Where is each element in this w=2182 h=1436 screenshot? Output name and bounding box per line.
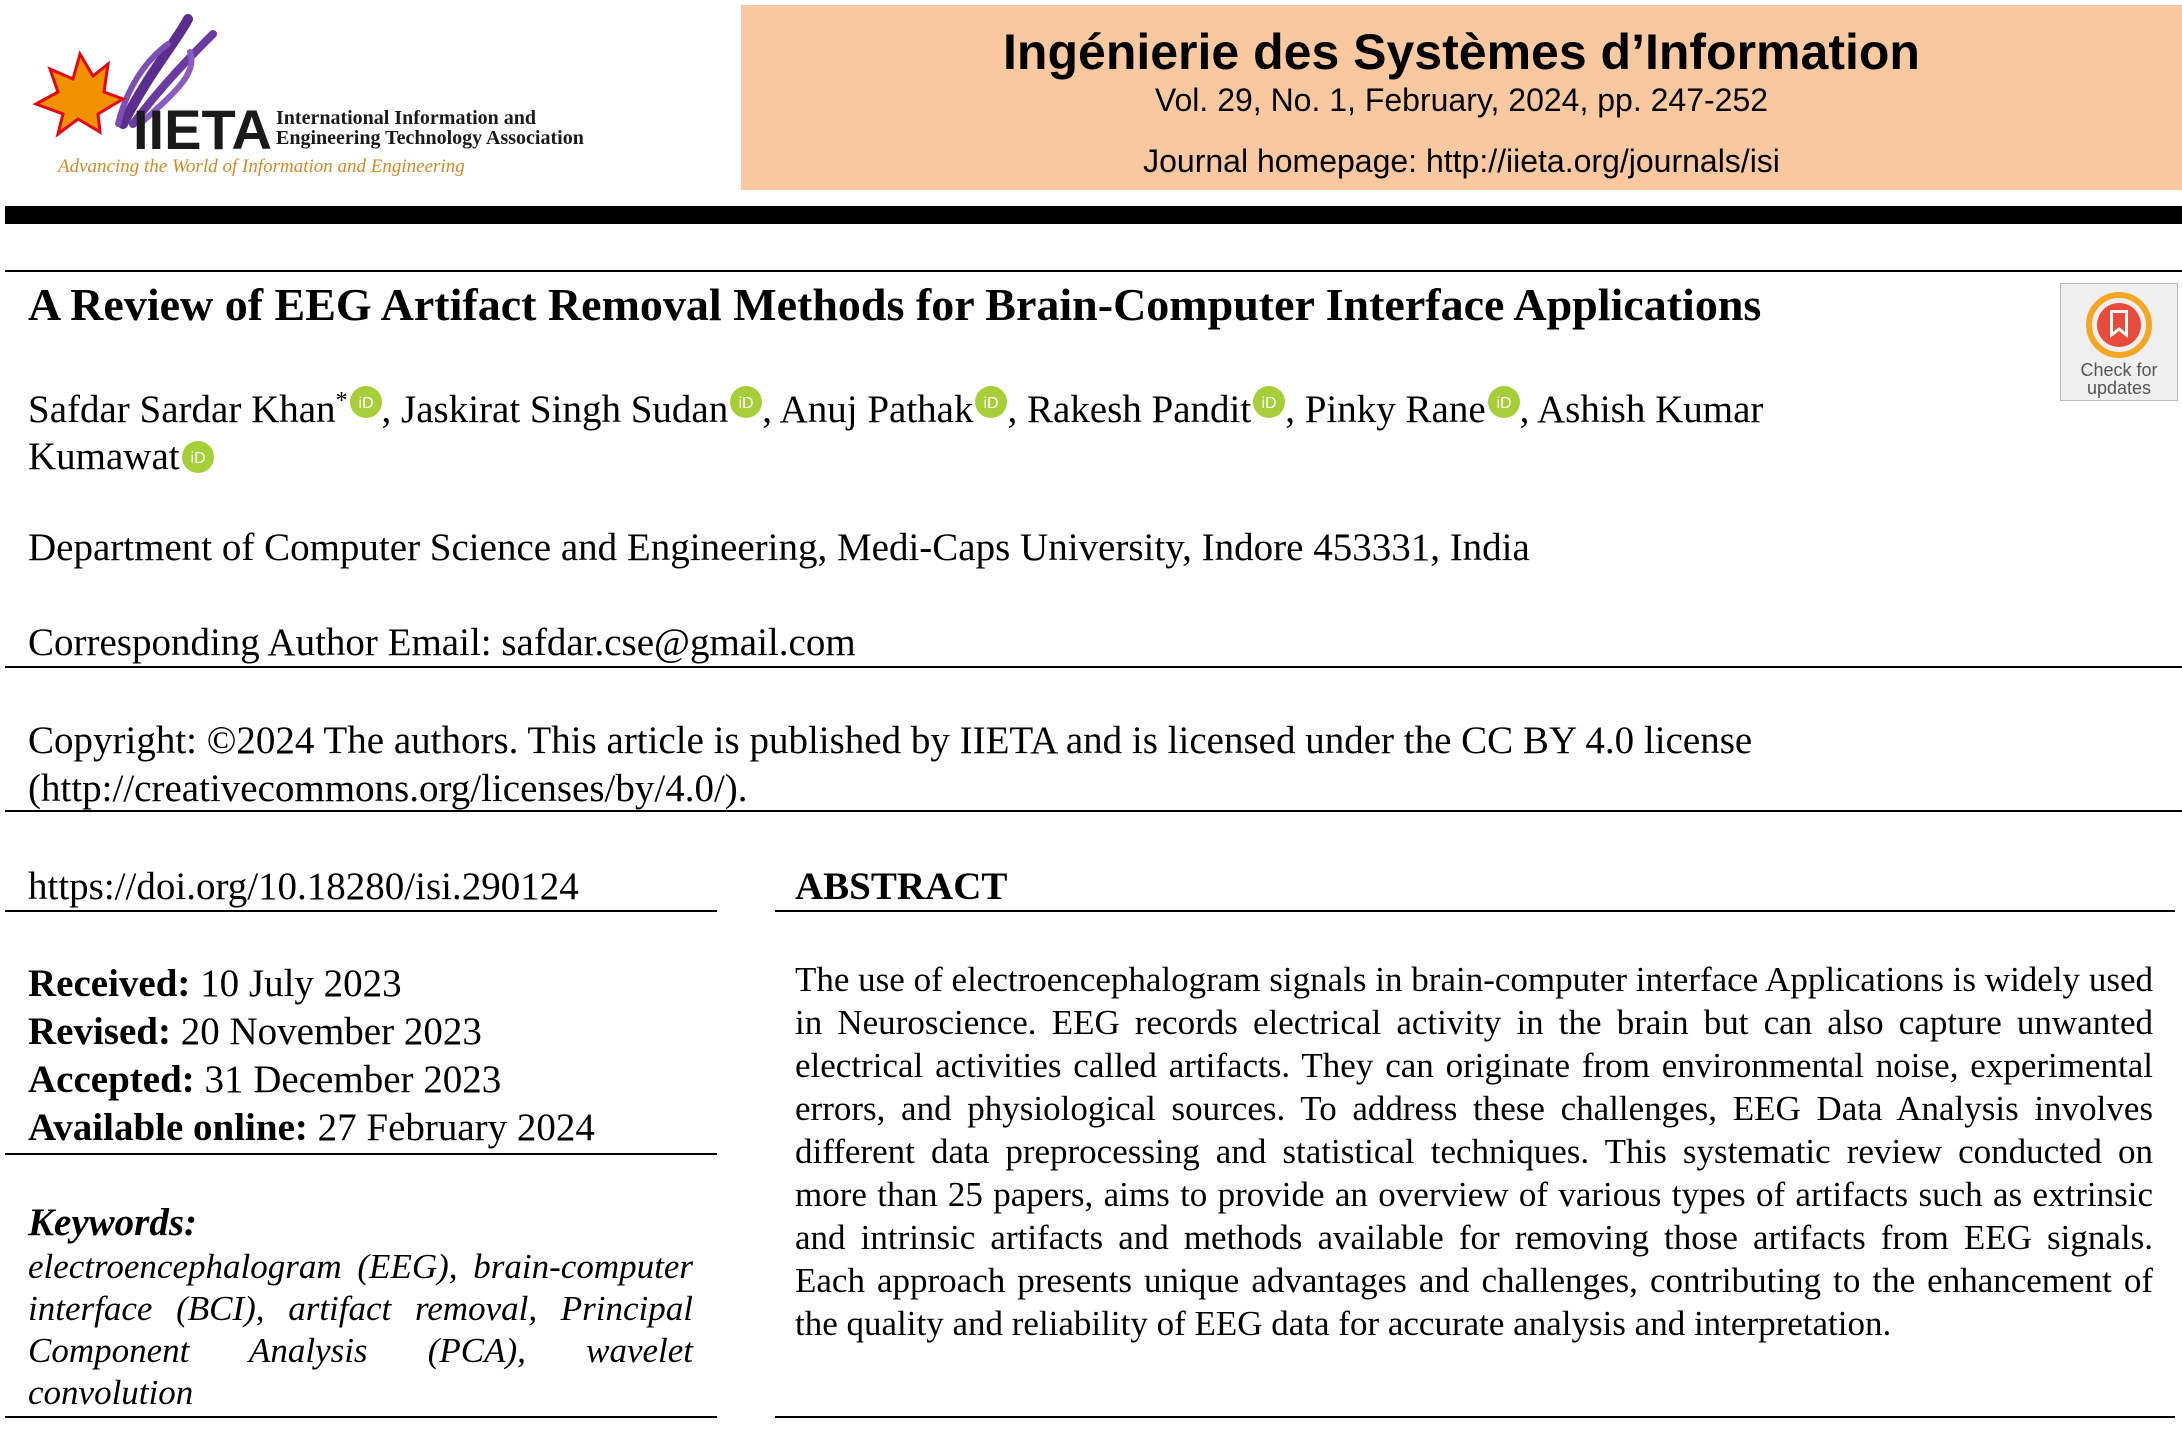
divider-doi (5, 910, 717, 912)
header-bar (5, 206, 2182, 224)
author-name[interactable]: Ashish Kumar Kumawat (28, 388, 1764, 478)
orcid-icon[interactable] (1488, 382, 1520, 429)
corresponding-mark: * (335, 388, 348, 414)
orcid-icon[interactable] (730, 382, 762, 429)
copyright-line2[interactable]: (http://creativecommons.org/licenses/by/4.0/). (28, 767, 748, 810)
orcid-icon[interactable] (1253, 382, 1285, 429)
online-date: Available online: 27 February 2024 (28, 1106, 595, 1149)
author-list (28, 378, 1908, 484)
keywords-text: electroencephalogram (EEG), brain-computer interface (BCI), artifact removal, Principal Component Analysis (PCA), wavelet convolution (28, 1247, 693, 1412)
received-date: Received: 10 July 2023 (28, 962, 402, 1005)
author-separator: , (1285, 388, 1305, 431)
logo-org-line2: Engineering Technology Association (276, 127, 584, 149)
author-name[interactable]: Safdar Sardar Khan (28, 388, 336, 431)
affiliation: Department of Computer Science and Engineering, Medi-Caps University, Indore 453331, India (28, 526, 1530, 569)
author-separator: , (762, 388, 780, 431)
check-updates-line1: Check for (2080, 360, 2158, 380)
keywords-heading: Keywords: (28, 1201, 197, 1244)
orcid-icon[interactable] (350, 382, 382, 429)
author-separator: , (1519, 388, 1537, 431)
paper-title: A Review of EEG Artifact Removal Methods for Brain-Computer Interface Applications (28, 279, 1762, 330)
svg-text:iD: iD (1261, 395, 1277, 412)
corresponding-email[interactable]: Corresponding Author Email: safdar.cse@gmail.com (28, 621, 856, 664)
accepted-date: Accepted: 31 December 2023 (28, 1058, 502, 1101)
orcid-icon[interactable] (182, 437, 214, 484)
author-name[interactable]: Rakesh Pandit (1026, 388, 1252, 431)
author-name[interactable]: Jaskirat Singh Sudan (401, 388, 729, 431)
svg-text:iD: iD (357, 395, 374, 412)
svg-text:iD: iD (1496, 395, 1512, 412)
check-updates-icon (2086, 292, 2152, 358)
check-for-updates-badge[interactable] (2060, 283, 2178, 401)
copyright-notice (28, 717, 2168, 813)
svg-text:iD: iD (190, 450, 206, 467)
journal-homepage[interactable]: Journal homepage: http://iieta.org/journals/isi (1143, 143, 1780, 179)
check-updates-line2: updates (2086, 378, 2152, 398)
copyright-line1: Copyright: ©2024 The authors. This article is published by IIETA and is licensed under the CC BY 4.0 license (28, 719, 1753, 762)
author-separator: , (381, 388, 402, 431)
logo-tagline: Advancing the World of Information and Engineering (58, 156, 465, 177)
logo-org-line1: International Information and (276, 107, 537, 129)
divider-abstract-bottom (775, 1416, 2175, 1418)
divider-title-top (5, 270, 2182, 272)
author-name[interactable]: Pinky Rane (1304, 388, 1486, 431)
article-dates (28, 960, 595, 1152)
svg-text:iD: iD (983, 395, 1000, 412)
author-name[interactable]: Anuj Pathak (779, 388, 974, 431)
svg-text:iD: iD (738, 395, 754, 412)
divider-keywords (5, 1416, 717, 1418)
orcid-icon[interactable] (975, 382, 1007, 429)
abstract-heading: ABSTRACT (795, 865, 1008, 908)
journal-title: Ingénierie des Systèmes d’Information (1003, 24, 1920, 80)
journal-volume: Vol. 29, No. 1, February, 2024, pp. 247-252 (1154, 82, 1769, 118)
divider-abstract-title (775, 910, 2175, 912)
iieta-logo (28, 14, 648, 184)
revised-date: Revised: 20 November 2023 (28, 1010, 482, 1053)
doi-link[interactable]: https://doi.org/10.18280/isi.290124 (28, 865, 579, 908)
journal-header (741, 5, 2182, 190)
logo-name: IIETA (133, 98, 272, 161)
divider-email (5, 666, 2182, 668)
author-separator: , (1007, 388, 1027, 431)
abstract-text: The use of electroencephalogram signals in brain-computer interface Applications is widely used in Neuroscience. EEG records electrical activity in the brain but can also capture unwanted electrical activities called artifacts. They can originate from environmental noise, experimental errors, and physiological sources. To address these challenges, EEG Data Analysis involves different data preprocessing and statistical techniques. This systematic review conducted on more than 25 papers, aims to provide an overview of various types of artifacts such as extrinsic and intrinsic artifacts and methods available for removing those artifacts from EEG signals. Each approach presents unique advantages and challenges, contributing to the enhancement of the quality and reliability of EEG data for accurate analysis and interpretation. (795, 960, 2153, 1343)
iieta-logo-graphic (28, 14, 648, 184)
divider-dates (5, 1153, 717, 1155)
